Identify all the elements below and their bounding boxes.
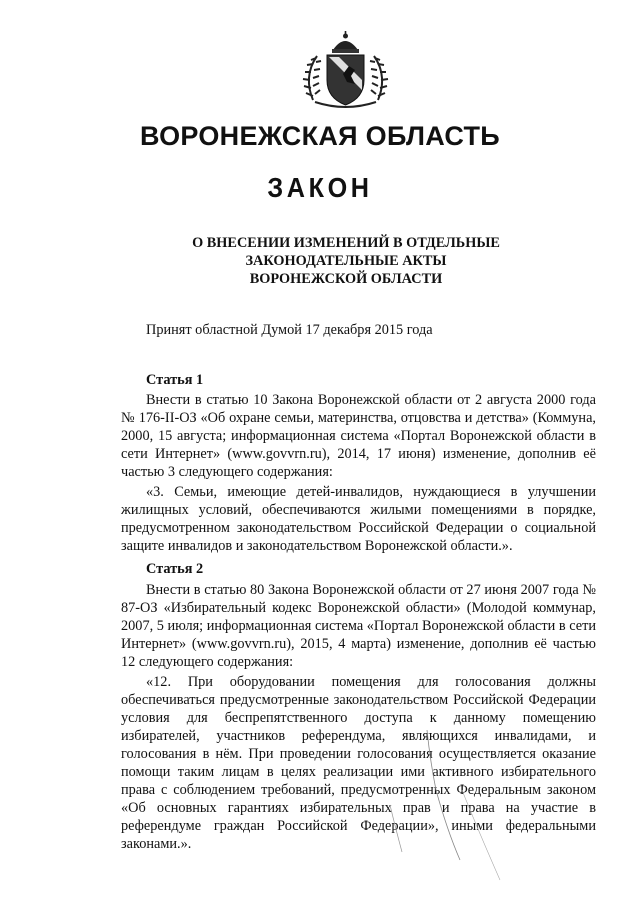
- law-subject-title: [170, 234, 522, 288]
- document-type-title: ЗАКОН: [267, 172, 373, 203]
- coat-of-arms-emblem: [299, 30, 392, 110]
- article-2-paragraph: «12. При оборудовании помещения для голосования должны обеспечиваться предусмотренные законодательством Российской Федерации условия для беспрепятственного доступа к данному помещению избирателей, участников референдума, являющихся инвалидами, и голосования в нём. При проведении голосования осуществляется оказание помощи таким лицам в целях реализации ими активного избирательного права с соблюдением требований, предусмотренных Федеральным законом «Об основных гарантиях избирательных прав и права на участие в референдуме граждан Российской Федерации», иными федеральными законами.».: [121, 674, 596, 852]
- article-2-paragraph: Внести в статью 80 Закона Воронежской области от 27 июня 2007 года № 87-ОЗ «Избирательный кодекс Воронежской области» (Молодой коммунар, 2007, 5 июля; информационная система «Портал Воронежской области в сети Интернет» (www.govvrn.ru), 2015, 4 марта) изменение, дополнив её частью 12 следующего содержания:: [121, 582, 596, 670]
- region-title: ВОРОНЕЖСКАЯ ОБЛАСТЬ: [139, 121, 501, 151]
- subject-line: ЗАКОНОДАТЕЛЬНЫЕ АКТЫ: [245, 253, 447, 269]
- article-1-paragraph: «3. Семьи, имеющие детей-инвалидов, нуждающиеся в улучшении жилищных условий, обеспечиваются жилыми помещениями в порядке, предусмотренном законодательством Российской Федерации о социальной защите инвалидов и законодательством Воронежской области.».: [121, 484, 596, 554]
- subject-line: О ВНЕСЕНИИ ИЗМЕНЕНИЙ В ОТДЕЛЬНЫЕ: [192, 235, 500, 251]
- article-2-body: [121, 581, 596, 853]
- adoption-date-line: Принят областной Думой 17 декабря 2015 года: [146, 322, 433, 338]
- article-1-paragraph: Внести в статью 10 Закона Воронежской области от 2 августа 2000 года № 176-II-ОЗ «Об охране семьи, материнства, отцовства и детства» (Коммуна, 2000, 15 августа; информационная система «Портал Воронежской области в сети Интернет» (www.govvrn.ru), 2014, 17 июня) изменение, дополнив её частью 3 следующего содержания:: [121, 392, 596, 480]
- subject-line: ВОРОНЕЖСКОЙ ОБЛАСТИ: [249, 271, 443, 287]
- article-1-body: [121, 391, 596, 555]
- article-2-heading: Статья 2: [146, 561, 204, 577]
- article-1-heading: Статья 1: [146, 372, 204, 388]
